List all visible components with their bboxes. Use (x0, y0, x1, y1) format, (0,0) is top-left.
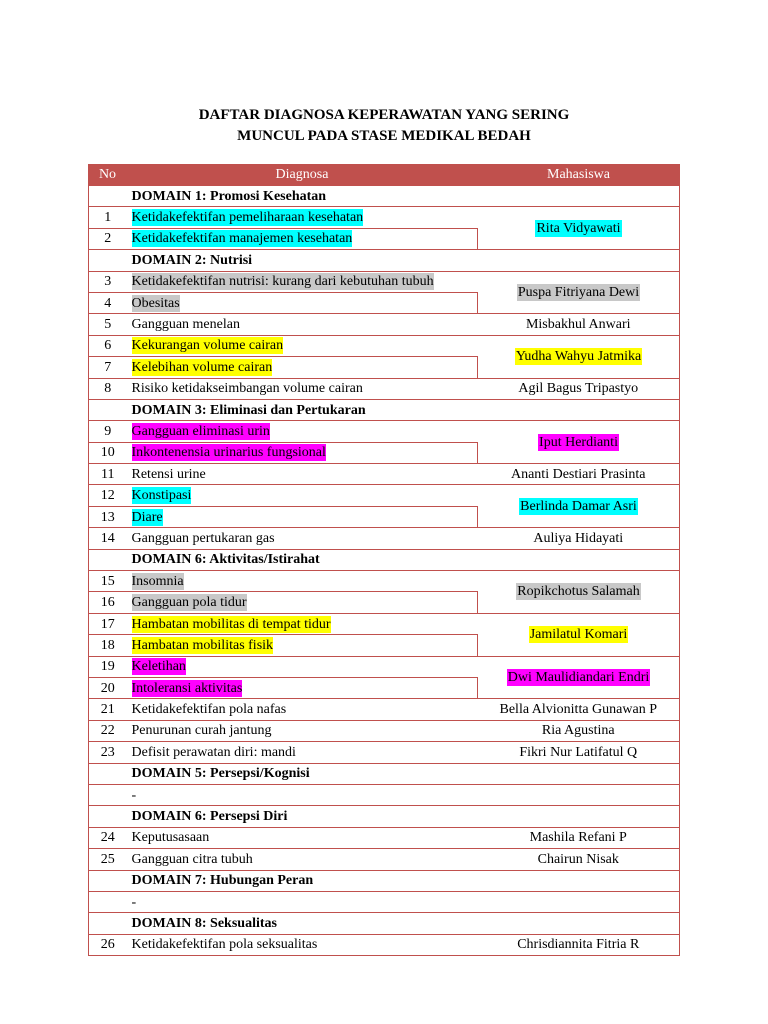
diagnosis-cell (127, 613, 478, 634)
diagnosis-table (88, 164, 680, 956)
diagnosis-text: Ketidakefektifan pola nafas (131, 702, 287, 718)
diagnosis-cell (127, 421, 478, 442)
diagnosis-text: Diare (131, 509, 163, 525)
table-row (89, 699, 680, 720)
table-row (89, 784, 680, 805)
row-number: 6 (89, 335, 127, 356)
diagnosis-text: Insomnia (131, 573, 184, 589)
diagnosis-cell (127, 849, 478, 870)
row-number: 25 (89, 849, 127, 870)
diagnosis-text: Intoleransi aktivitas (131, 680, 243, 696)
student-name (577, 894, 579, 911)
row-number: 23 (89, 742, 127, 763)
row-number: 5 (89, 314, 127, 335)
domain-no-cell (89, 763, 127, 784)
student-name: Chairun Nisak (537, 851, 619, 867)
student-name: Fikri Nur Latifatul Q (519, 744, 638, 760)
diagnosis-text: Gangguan citra tubuh (131, 851, 253, 867)
student-cell (478, 827, 680, 848)
domain-mahasiswa-cell (478, 763, 680, 784)
domain-no-cell (89, 913, 127, 934)
table-row (89, 656, 680, 677)
domain-no-cell (89, 186, 127, 207)
domain-row (89, 913, 680, 934)
diagnosis-cell (127, 656, 478, 677)
diagnosis-text: Kelebihan volume cairan (131, 359, 273, 375)
student-cell (478, 485, 680, 528)
diagnosis-text: Gangguan pertukaran gas (131, 530, 275, 546)
header-no: No (89, 165, 127, 186)
diagnosis-cell (127, 442, 478, 463)
diagnosis-cell (127, 827, 478, 848)
diagnosis-text: Gangguan pola tidur (131, 595, 247, 611)
table-row (89, 827, 680, 848)
student-cell (478, 784, 680, 805)
student-name: Jamilatul Komari (529, 627, 628, 643)
domain-mahasiswa-cell (478, 913, 680, 934)
student-cell (478, 528, 680, 549)
table-row (89, 720, 680, 741)
domain-label: DOMAIN 2: Nutrisi (127, 250, 478, 271)
diagnosis-cell (127, 571, 478, 592)
diagnosis-cell (127, 207, 478, 228)
domain-no-cell (89, 870, 127, 891)
header-mahasiswa: Mahasiswa (478, 165, 680, 186)
student-name: Bella Alvionitta Gunawan P (499, 702, 657, 718)
diagnosis-text: Keputusasaan (131, 830, 210, 846)
table-row (89, 421, 680, 442)
diagnosis-cell (127, 271, 478, 292)
student-cell (478, 613, 680, 656)
diagnosis-cell (127, 891, 478, 912)
domain-row (89, 186, 680, 207)
student-name: Dwi Maulidiandari Endri (507, 669, 650, 685)
student-name: Yudha Wahyu Jatmika (515, 349, 642, 365)
student-cell (478, 742, 680, 763)
table-header-row (89, 165, 680, 186)
diagnosis-text: Keletihan (131, 659, 186, 675)
student-name: Ria Agustina (541, 723, 615, 739)
student-cell (478, 849, 680, 870)
domain-label: DOMAIN 3: Eliminasi dan Pertukaran (127, 399, 478, 420)
table-row (89, 934, 680, 955)
diagnosis-text: Gangguan eliminasi urin (131, 423, 270, 439)
row-number: 11 (89, 464, 127, 485)
student-name: Agil Bagus Tripastyo (518, 381, 639, 397)
diagnosis-text: Retensi urine (131, 466, 206, 482)
diagnosis-cell (127, 228, 478, 249)
diagnosis-text: Ketidakefektifan nutrisi: kurang dari kebutuhan tubuh (131, 274, 434, 290)
row-number: 7 (89, 357, 127, 378)
domain-label: DOMAIN 6: Aktivitas/Istirahat (127, 549, 478, 570)
diagnosis-cell (127, 357, 478, 378)
table-row (89, 742, 680, 763)
diagnosis-text: Ketidakefektifan pola seksualitas (131, 937, 318, 953)
title-line-2: MUNCUL PADA STASE MEDIKAL BEDAH (237, 127, 531, 144)
diagnosis-text: - (131, 894, 137, 910)
diagnosis-cell (127, 934, 478, 955)
row-number: 13 (89, 506, 127, 527)
domain-label: DOMAIN 7: Hubungan Peran (127, 870, 478, 891)
row-number: 1 (89, 207, 127, 228)
table-row (89, 464, 680, 485)
row-number: 16 (89, 592, 127, 613)
table-row (89, 314, 680, 335)
student-cell (478, 571, 680, 614)
diagnosis-cell (127, 677, 478, 698)
diagnosis-cell (127, 592, 478, 613)
domain-label: DOMAIN 5: Persepsi/Kognisi (127, 763, 478, 784)
table-row (89, 378, 680, 399)
diagnosis-cell (127, 314, 478, 335)
student-cell (478, 378, 680, 399)
row-number (89, 784, 127, 805)
student-name: Puspa Fitriyana Dewi (517, 284, 640, 300)
row-number: 19 (89, 656, 127, 677)
diagnosis-cell (127, 784, 478, 805)
domain-label: DOMAIN 1: Promosi Kesehatan (127, 186, 478, 207)
table-row (89, 571, 680, 592)
diagnosis-cell (127, 378, 478, 399)
student-name: Misbakhul Anwari (525, 317, 631, 333)
diagnosis-cell (127, 528, 478, 549)
table-row (89, 613, 680, 634)
student-name: Rita Vidyawati (536, 220, 621, 236)
row-number: 26 (89, 934, 127, 955)
student-cell (478, 314, 680, 335)
student-name: Ananti Destiari Prasinta (510, 466, 646, 482)
student-cell (478, 464, 680, 485)
row-number: 9 (89, 421, 127, 442)
diagnosis-cell (127, 720, 478, 741)
row-number: 8 (89, 378, 127, 399)
domain-label: DOMAIN 6: Persepsi Diri (127, 806, 478, 827)
student-name: Mashila Refani P (529, 830, 627, 846)
student-cell (478, 335, 680, 378)
diagnosis-text: Konstipasi (131, 488, 192, 504)
diagnosis-cell (127, 506, 478, 527)
diagnosis-text: Inkontenensia urinarius fungsional (131, 445, 326, 461)
domain-mahasiswa-cell (478, 806, 680, 827)
row-number: 18 (89, 635, 127, 656)
student-cell (478, 891, 680, 912)
student-name: Auliya Hidayati (533, 530, 624, 546)
diagnosis-cell (127, 464, 478, 485)
row-number: 17 (89, 613, 127, 634)
header-diagnosa: Diagnosa (127, 165, 478, 186)
student-name: Chrisdiannita Fitria R (517, 937, 640, 953)
domain-mahasiswa-cell (478, 250, 680, 271)
diagnosis-text: Ketidakefektifan manajemen kesehatan (131, 231, 353, 247)
diagnosis-text: Ketidakefektifan pemeliharaan kesehatan (131, 210, 364, 226)
diagnosis-text: Penurunan curah jantung (131, 723, 272, 739)
student-name (577, 787, 579, 804)
student-cell (478, 656, 680, 699)
domain-row (89, 250, 680, 271)
title-line-1: DAFTAR DIAGNOSA KEPERAWATAN YANG SERING (198, 107, 570, 123)
domain-row (89, 549, 680, 570)
student-name: Iput Herdianti (539, 434, 618, 450)
student-cell (478, 207, 680, 250)
row-number: 4 (89, 292, 127, 313)
student-cell (478, 421, 680, 464)
row-number: 14 (89, 528, 127, 549)
row-number (89, 891, 127, 912)
row-number: 3 (89, 271, 127, 292)
student-cell (478, 720, 680, 741)
diagnosis-text: Kekurangan volume cairan (131, 338, 284, 354)
domain-no-cell (89, 399, 127, 420)
domain-row (89, 870, 680, 891)
domain-row (89, 763, 680, 784)
diagnosis-text: Gangguan menelan (131, 317, 240, 333)
table-row (89, 891, 680, 912)
row-number: 20 (89, 677, 127, 698)
diagnosis-text: Hambatan mobilitas fisik (131, 637, 274, 653)
table-row (89, 207, 680, 228)
domain-mahasiswa-cell (478, 549, 680, 570)
table-row (89, 335, 680, 356)
student-cell (478, 271, 680, 314)
row-number: 22 (89, 720, 127, 741)
diagnosis-cell (127, 485, 478, 506)
diagnosis-text: Defisit perawatan diri: mandi (131, 744, 296, 760)
domain-mahasiswa-cell (478, 870, 680, 891)
row-number: 15 (89, 571, 127, 592)
table-body (89, 186, 680, 956)
domain-label: DOMAIN 8: Seksualitas (127, 913, 478, 934)
diagnosis-text: Hambatan mobilitas di tempat tidur (131, 616, 331, 632)
table-row (89, 271, 680, 292)
diagnosis-text: - (131, 787, 137, 803)
row-number: 21 (89, 699, 127, 720)
table-row (89, 528, 680, 549)
domain-row (89, 399, 680, 420)
student-name: Ropikchotus Salamah (517, 584, 640, 600)
domain-no-cell (89, 806, 127, 827)
diagnosis-cell (127, 292, 478, 313)
row-number: 12 (89, 485, 127, 506)
domain-no-cell (89, 250, 127, 271)
domain-mahasiswa-cell (478, 399, 680, 420)
table-row (89, 849, 680, 870)
diagnosis-cell (127, 699, 478, 720)
domain-row (89, 806, 680, 827)
table-row (89, 485, 680, 506)
row-number: 10 (89, 442, 127, 463)
row-number: 24 (89, 827, 127, 848)
document-title (0, 105, 768, 146)
student-cell (478, 934, 680, 955)
domain-mahasiswa-cell (478, 186, 680, 207)
diagnosis-text: Obesitas (131, 295, 180, 311)
diagnosis-cell (127, 635, 478, 656)
student-cell (478, 699, 680, 720)
student-name: Berlinda Damar Asri (520, 498, 637, 514)
row-number: 2 (89, 228, 127, 249)
diagnosis-text: Risiko ketidakseimbangan volume cairan (131, 381, 363, 397)
domain-no-cell (89, 549, 127, 570)
diagnosis-cell (127, 742, 478, 763)
diagnosis-cell (127, 335, 478, 356)
